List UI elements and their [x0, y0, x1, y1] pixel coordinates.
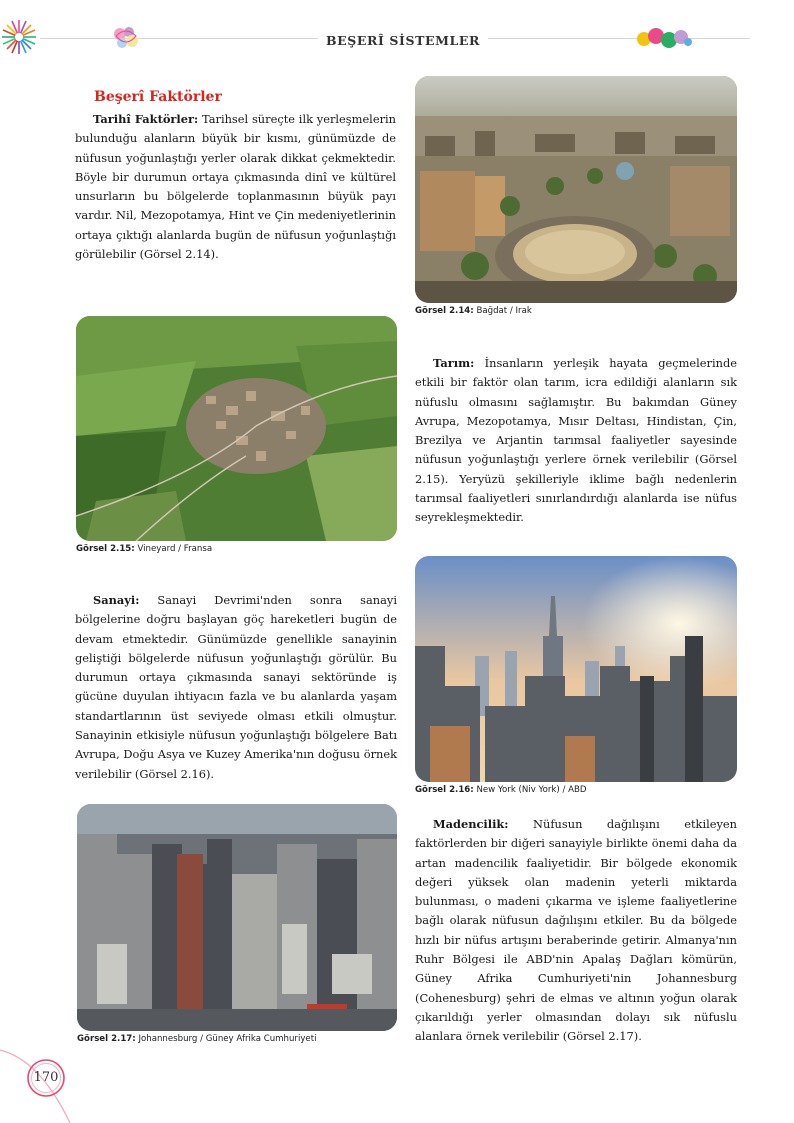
- caption-2-15: [76, 544, 212, 554]
- paragraph-text: İnsanların yerleşik hayata geçmelerinde etkili bir faktör olan tarım, icra edildiği alanların sık nüfuslu olmasını sağlamıştır. Bu bakımdan Güney Avrupa, Mezopotamya, Mısır Deltası, Hindistan, Çin, Brezilya ve Arjantin tarımsal faaliyetler sayesinde nüfusun yoğunlaştığı yerlere örnek verilebilir (Görsel 2.15). Yeryüzü şekilleriyle iklime bağlı nedenlerin tarımsal faaliyetleri sınırlandırdığı alanlarda ise nüfus seyrekleşmektedir.: [415, 356, 737, 525]
- paragraph-lead: Tarım:: [433, 356, 475, 370]
- paragraph-text: Sanayi Devrimi'nden sonra sanayi bölgelerine doğru başlayan göç hareketleri bugün de devam etmektedir. Günümüzde genellikle sanayinin geliştiği bölgelerde nüfusun yoğunlaştığı görülür. Bu durumun ortaya çıkmasında sanayi sektöründe iş gücüne duyulan ihtiyacın fazla ve bu alanlarda yaşam standartlarının üst seviyede olması etkili olmuştur. Sanayinin etkisiyle nüfusun yoğunlaştığı bölgelere Batı Avrupa, Doğu Asya ve Kuzey Amerika'nın doğusu örnek verilebilir (Görsel 2.16).: [75, 593, 397, 781]
- paragraph-lead: Tarihî Faktörler:: [93, 112, 199, 126]
- page-number-badge: [26, 1058, 66, 1098]
- paragraph-tarihi: [75, 110, 396, 264]
- caption-label: Görsel 2.17:: [77, 1034, 136, 1044]
- photo-baghdad: [415, 76, 737, 303]
- paragraph-lead: Madencilik:: [433, 817, 509, 831]
- caption-label: Görsel 2.15:: [76, 544, 135, 554]
- photo-vineyard: [76, 316, 397, 541]
- page-number: 170: [33, 1070, 59, 1085]
- caption-text: New York (Niv York) / ABD: [473, 785, 587, 795]
- paragraph-text: Nüfusun dağılışını etkileyen faktörlerden bir diğeri sanayiyle birlikte önemi daha da artan madencilik faaliyetidir. Bir bölgede ekonomik değeri yüksek olan madenin yeterli miktarda bulunması, o madeni çıkarma ve işleme faaliyetlerine bağlı olarak nüfusun dağılışını etkiler. Bu da bölgede hızlı bir nüfus artışını beraberinde getirir. Almanya'nın Ruhr Bölgesi ile ABD'nin Apalaş Dağları kömürün, Güney Afrika Cumhuriyeti'nin Johannesburg (Cohenesburg) şehri de elmas ve altının yoğun olarak çıkarıldığı yerler olmasından dolayı sık nüfuslu alanlara örnek verilebilir (Görsel 2.17).: [415, 817, 737, 1044]
- sunburst-logo-icon: [0, 18, 38, 56]
- page-header-title: BEŞERÎ SİSTEMLER: [318, 33, 488, 48]
- caption-2-17: [77, 1034, 316, 1044]
- photo-new-york: [415, 556, 737, 782]
- colorful-bubbles-icon: [636, 26, 692, 50]
- caption-text: Johannesburg / Güney Afrika Cumhuriyeti: [135, 1034, 317, 1044]
- caption-label: Görsel 2.14:: [415, 306, 474, 316]
- paragraph-tarim: [415, 354, 737, 528]
- photo-johannesburg: [77, 804, 397, 1031]
- paragraph-text: Tarihsel süreçte ilk yerleşmelerin bulunduğu alanların büyük bir kısmı, günümüzde de nüfusun yoğunlaştığı yerler olarak dikkat çekmektedir. Böyle bir durumun ortaya çıkmasında dinî ve kültürel unsurların bu bölgelerde toplanmasının büyük payı vardır. Nil, Mezopotamya, Hint ve Çin medeniyetlerinin ortaya çıktığı alanlarda bugün de nüfusun yoğunlaştığı görülebilir (Görsel 2.14).: [75, 112, 396, 262]
- paragraph-lead: Sanayi:: [93, 593, 140, 607]
- caption-label: Görsel 2.16:: [415, 785, 474, 795]
- colorful-doodle-icon: [112, 24, 140, 50]
- caption-2-16: [415, 785, 587, 795]
- paragraph-sanayi: [75, 591, 397, 784]
- section-title: Beşerî Faktörler: [94, 89, 222, 105]
- caption-2-14: [415, 306, 532, 316]
- paragraph-madencilik: [415, 815, 737, 1047]
- caption-text: Vineyard / Fransa: [134, 544, 213, 554]
- caption-text: Bağdat / Irak: [473, 306, 532, 316]
